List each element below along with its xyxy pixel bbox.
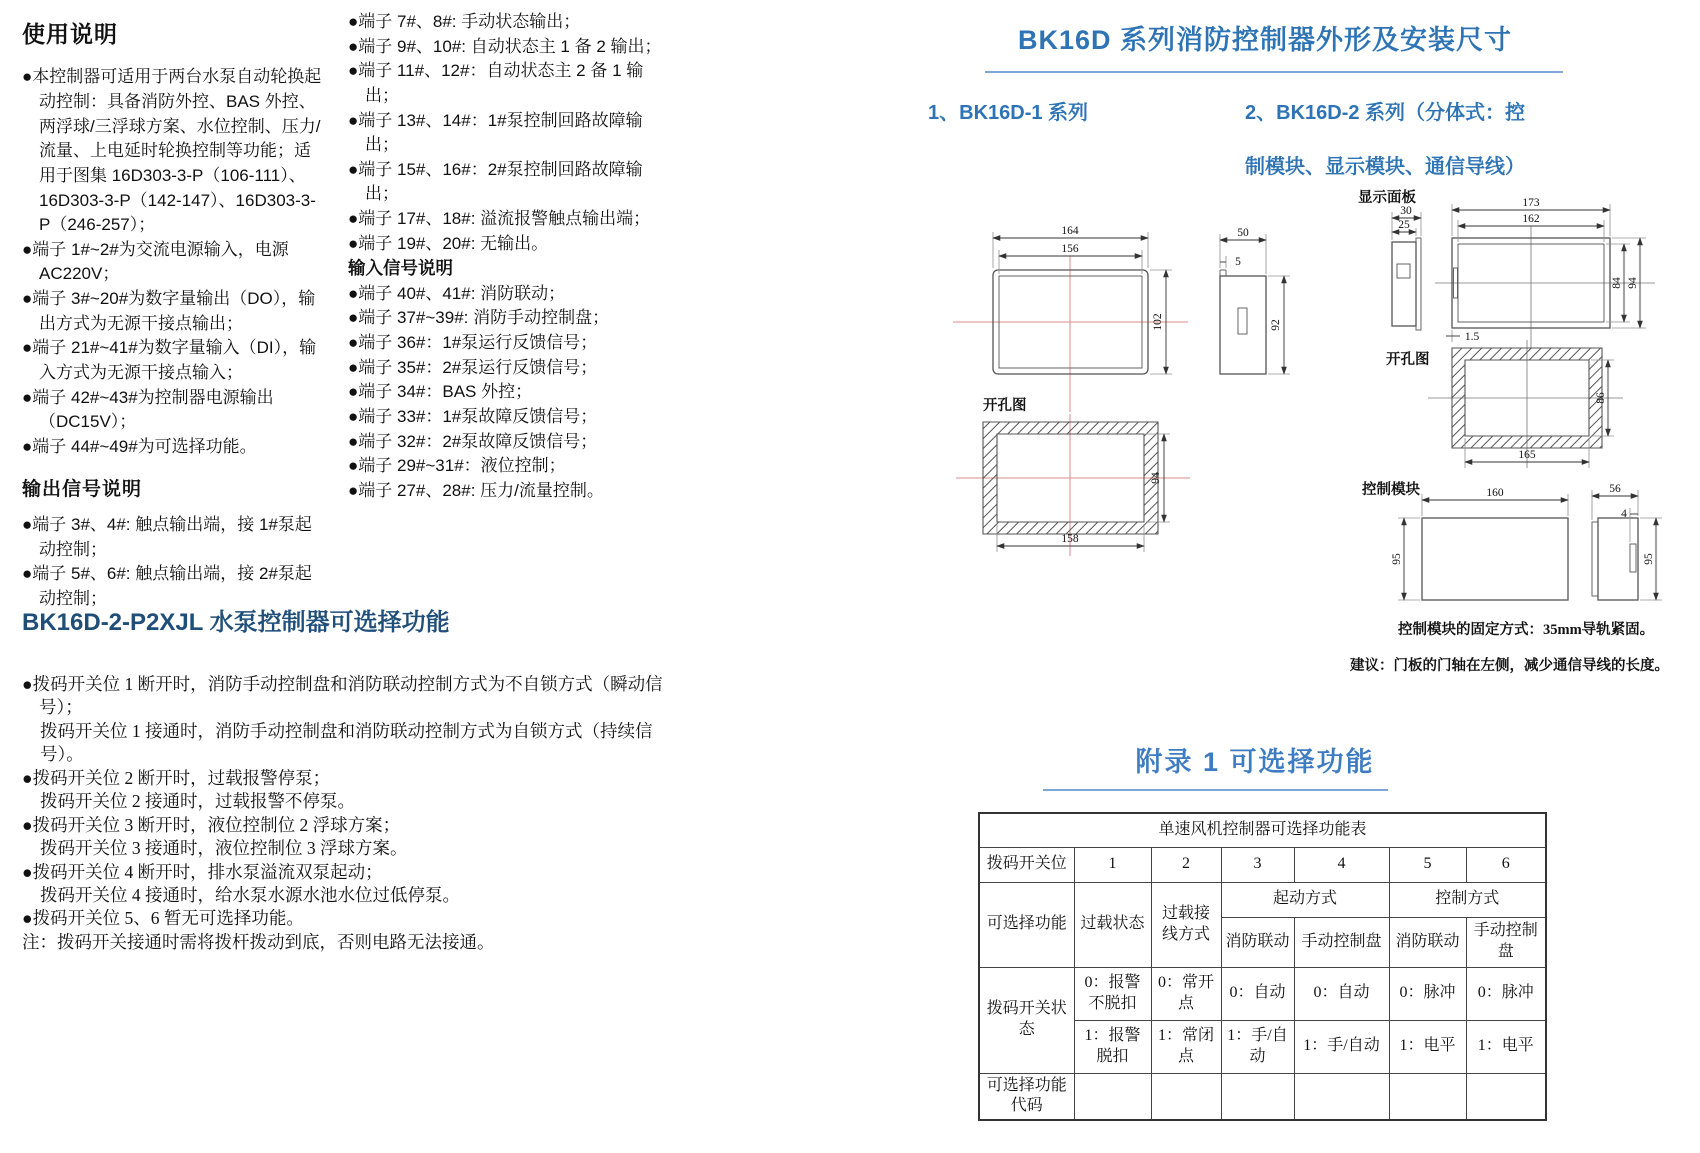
usage-item: ●端子 3#~20#为数字量输出（DO），输出方式为无源干接点输出； <box>22 289 316 333</box>
input-item: ●端子 32#：2#泵故障反馈信号； <box>348 431 598 451</box>
dim-label: 94 <box>1627 277 1639 289</box>
code-value-cell <box>1294 1073 1389 1120</box>
terminal-item: ●端子 19#、20#: 无输出。 <box>348 233 549 253</box>
side-view-outline <box>1220 276 1266 374</box>
module-side-body <box>1598 518 1638 600</box>
control-mode-group-cell: 控制方式 <box>1389 882 1546 917</box>
input-item: ●端子 40#、41#: 消防联动； <box>348 283 566 303</box>
table-row <box>979 813 1546 847</box>
state0-cell: 0：报警不脱扣 <box>1074 967 1151 1020</box>
dip-switch-item: ●拨码开关位 1 断开时，消防手动控制盘和消防联动控制方式为不自锁方式（瞬动信号）； <box>22 674 663 718</box>
dim-label: 94 <box>1150 472 1162 484</box>
state1-cell: 1：电平 <box>1389 1020 1466 1073</box>
main-title: BK16D 系列消防控制器外形及安装尺寸 <box>1017 25 1513 55</box>
output-signals-title: 输出信号说明 <box>22 478 143 500</box>
optional-functions-table <box>978 812 1547 1121</box>
dim-label: 164 <box>1061 225 1079 237</box>
input-item: ●端子 27#、28#: 压力/流量控制。 <box>348 480 604 500</box>
dim-label: 160 <box>1486 487 1504 499</box>
output-item: ●端子 5#、6#: 触点输出端，接 2#泵起动控制； <box>22 564 312 609</box>
terminal-item: ●端子 9#、10#: 自动状态主 1 备 2 输出； <box>348 36 662 56</box>
dip-switch-item: ●拨码开关位 5、6 暂无可选择功能。 <box>22 908 304 929</box>
bk16d2-cutout-drawing <box>1378 338 1700 473</box>
dim-label: 4 <box>1621 508 1627 520</box>
code-value-cell <box>1389 1073 1466 1120</box>
switch-col-header: 5 <box>1389 847 1466 882</box>
table-caption: 单速风机控制器可选择功能表 <box>979 813 1546 847</box>
dim-label: 5 <box>1235 256 1241 268</box>
output-item: ●端子 3#、4#: 触点输出端，接 1#泵起动控制； <box>22 515 312 559</box>
display-panel-label: 显示面板 <box>1358 190 1416 206</box>
bk16d2-panel-drawing <box>1340 186 1700 354</box>
table-row <box>979 882 1546 917</box>
input-item: ●端子 34#：BAS 外控； <box>348 382 533 402</box>
dim-label: 25 <box>1398 219 1410 231</box>
dim-label: 92 <box>1270 319 1282 331</box>
terminal-item: ●端子 11#、12#：自动状态主 2 备 1 输出； <box>348 61 644 105</box>
state0-cell: 0：脉冲 <box>1466 967 1546 1020</box>
switch-col-header: 1 <box>1074 847 1151 882</box>
terminal-item: ●端子 15#、16#：2#泵控制回路故障输出； <box>348 159 643 204</box>
dim-label: 165 <box>1518 449 1536 461</box>
terminal-item: ●端子 7#、8#: 手动状态输出； <box>348 12 581 31</box>
dim-label: 102 <box>1152 313 1164 331</box>
panel-side-window <box>1397 264 1410 278</box>
sub-col-header: 消防联动 <box>1389 917 1466 967</box>
sub-col-header: 手动控制盘 <box>1294 917 1389 967</box>
series2-heading-line2: 制模块、显示模块、通信导线） <box>1245 156 1525 178</box>
series1-heading: 1、BK16D-1 系列 <box>928 102 1089 124</box>
terminal-item: ●端子 13#、14#：1#泵控制回路故障输出； <box>348 110 643 155</box>
input-item: ●端子 35#：2#泵运行反馈信号； <box>348 357 598 377</box>
dim-label: 56 <box>1609 483 1621 495</box>
door-hinge-suggestion-note: 建议：门板的门轴在左侧，减少通信导线的长度。 <box>1350 658 1669 674</box>
input-item: ●端子 29#~31#：液位控制； <box>348 456 566 476</box>
cutout-label: 开孔图 <box>1386 352 1430 368</box>
func-label-cell: 可选择功能 <box>979 882 1074 967</box>
dim-label: 158 <box>1061 533 1079 545</box>
table-row <box>979 847 1546 882</box>
optional-functions-title: BK16D-2-P2XJL 水泵控制器可选择功能 <box>22 609 450 636</box>
terminal-column <box>348 10 668 504</box>
dim-label: 50 <box>1237 227 1249 239</box>
cutout-label: 开孔图 <box>983 398 1027 414</box>
state0-cell: 0：脉冲 <box>1389 967 1466 1020</box>
switch-col-header: 4 <box>1294 847 1389 882</box>
table-row <box>979 1073 1546 1120</box>
dip-switch-item: ●拨码开关位 2 断开时，过载报警停泵； <box>22 767 331 788</box>
dim-label: 173 <box>1522 197 1540 209</box>
overload-state-cell: 过载状态 <box>1074 882 1151 967</box>
dip-switch-list <box>22 673 677 954</box>
series2-heading-line1: 2、BK16D-2 系列（分体式：控 <box>1245 102 1526 124</box>
state0-cell: 0：常开点 <box>1151 967 1221 1020</box>
switch-col-header: 6 <box>1466 847 1546 882</box>
dim-label: 84 <box>1611 277 1623 289</box>
usage-title: 使用说明 <box>22 21 118 47</box>
dip-switch-item: 拨码开关位 2 接通时，过载报警不停泵。 <box>40 791 355 812</box>
code-value-cell <box>1074 1073 1151 1120</box>
dim-label: 95 <box>1391 553 1403 565</box>
appendix-underline <box>1043 789 1388 791</box>
optional-functions-section <box>22 602 677 954</box>
state-label-cell: 拨码开关状态 <box>979 967 1074 1073</box>
switch-col-header: 2 <box>1151 847 1221 882</box>
dim-label: 30 <box>1400 205 1412 217</box>
title-underline <box>985 71 1563 73</box>
input-item: ●端子 37#~39#: 消防手动控制盘； <box>348 308 610 328</box>
bk16d2-module-drawing <box>1348 478 1700 618</box>
panel-side-flange <box>1416 238 1421 330</box>
code-label-cell: 可选择功能代码 <box>979 1073 1074 1120</box>
table-row <box>979 967 1546 1020</box>
code-value-cell <box>1151 1073 1221 1120</box>
switch-row-label: 拨码开关位 <box>979 847 1074 882</box>
dip-switch-item: ●拨码开关位 3 断开时，液位控制位 2 浮球方案； <box>22 814 401 835</box>
dip-switch-note: 注：拨码开关接通时需将拨杆拨动到底，否则电路无法接通。 <box>22 931 495 952</box>
dip-switch-item: 拨码开关位 1 接通时，消防手动控制盘和消防联动控制方式为自锁方式（持续信号）。 <box>40 720 653 765</box>
usage-section <box>22 18 324 612</box>
start-mode-group-cell: 起动方式 <box>1221 882 1389 917</box>
dim-label: 162 <box>1522 213 1540 225</box>
control-module-label: 控制模块 <box>1362 482 1420 498</box>
module-fixing-note: 控制模块的固定方式：35mm导轨紧固。 <box>1398 622 1655 638</box>
switch-col-header: 3 <box>1221 847 1294 882</box>
code-value-cell <box>1466 1073 1546 1120</box>
usage-item: ●端子 1#~2#为交流电源输入，电源 AC220V； <box>22 239 289 284</box>
usage-item: ●本控制器可适用于两台水泵自动轮换起动控制：具备消防外控、BAS 外控、两浮球/三浮球方案、水位控制、压力/流量、上电延时轮换控制等功能；适用于图集 16D303-3-P（106-111）、16D303-3-P（142-147）、16D303-3-P（246-257）； <box>22 67 322 235</box>
dim-label: 86 <box>1595 392 1607 404</box>
input-item: ●端子 33#：1#泵故障反馈信号； <box>348 406 598 426</box>
usage-item: ●端子 21#~41#为数字量输入（DI），输入方式为无源干接点输入； <box>22 338 317 383</box>
terminal-item: ●端子 17#、18#: 溢流报警触点输出端； <box>348 209 651 229</box>
dim-label: 156 <box>1061 243 1079 255</box>
dim-label: 1.5 <box>1464 331 1480 343</box>
state1-cell: 1：手/自动 <box>1221 1020 1294 1073</box>
module-side-slot <box>1630 544 1636 572</box>
usage-item: ●端子 42#~43#为控制器电源输出（DC15V）； <box>22 387 274 432</box>
bk16d1-drawing <box>898 212 1298 572</box>
state0-cell: 0：自动 <box>1294 967 1389 1020</box>
dim-label: 95 <box>1643 553 1655 565</box>
state1-cell: 1：报警脱扣 <box>1074 1020 1151 1073</box>
state1-cell: 1：手/自动 <box>1294 1020 1389 1073</box>
dip-switch-item: ●拨码开关位 4 断开时，排水泵溢流双泵起动； <box>22 861 383 882</box>
side-slot <box>1238 308 1247 334</box>
state0-cell: 0：自动 <box>1221 967 1294 1020</box>
dip-switch-item: 拨码开关位 3 接通时，液位控制位 3 浮球方案。 <box>40 838 408 859</box>
appendix-title: 附录 1 可选择功能 <box>1135 747 1375 777</box>
code-value-cell <box>1221 1073 1294 1120</box>
panel-side-body <box>1392 242 1416 326</box>
sub-col-header: 消防联动 <box>1221 917 1294 967</box>
input-item: ●端子 36#：1#泵运行反馈信号； <box>348 333 598 353</box>
overload-wiring-cell: 过载接线方式 <box>1151 882 1221 967</box>
state1-cell: 1：常闭点 <box>1151 1020 1221 1073</box>
input-signals-title: 输入信号说明 <box>348 258 453 279</box>
module-front-outline <box>1422 518 1568 600</box>
dip-switch-item: 拨码开关位 4 接通时，给水泵水源水池水位过低停泵。 <box>40 884 460 905</box>
usage-item: ●端子 44#~49#为可选择功能。 <box>22 436 257 456</box>
module-side-plate <box>1592 522 1598 596</box>
state1-cell: 1：电平 <box>1466 1020 1546 1073</box>
sub-col-header: 手动控制盘 <box>1466 917 1546 967</box>
